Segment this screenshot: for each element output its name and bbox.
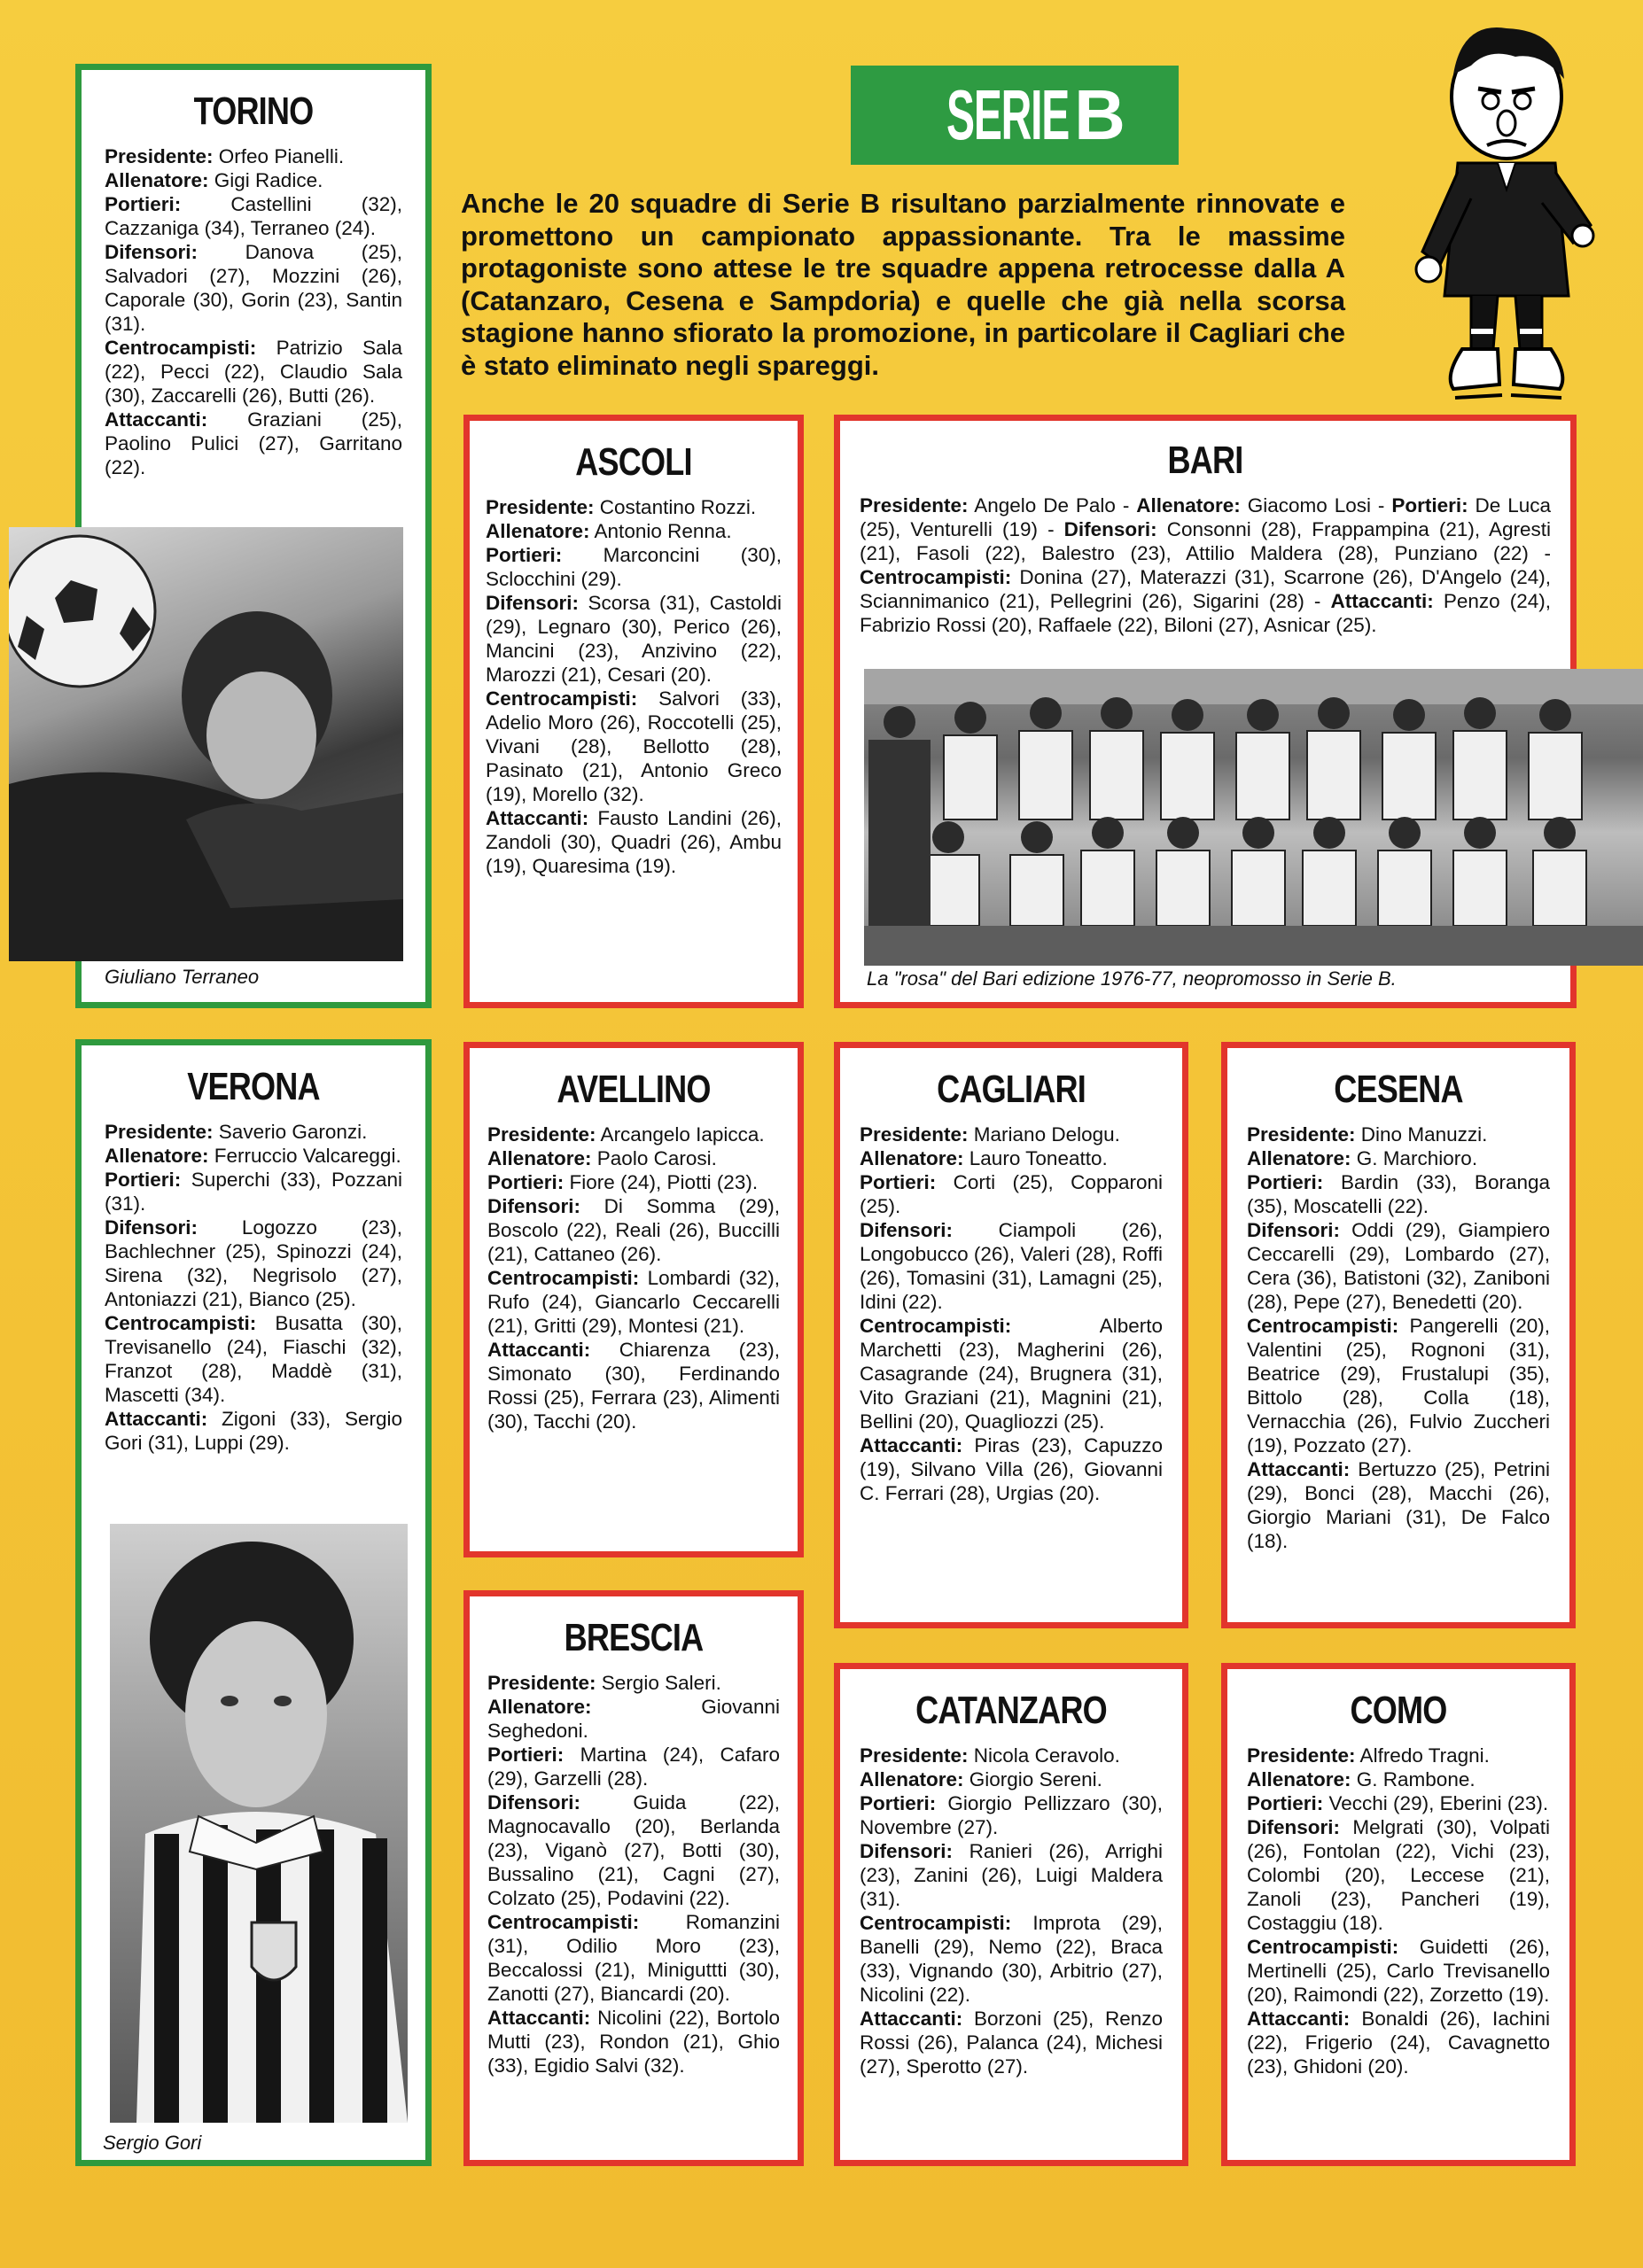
serie-b-banner — [851, 66, 1179, 165]
roster-label: Allenatore: — [860, 1768, 964, 1790]
roster-label: Difensori: — [860, 1219, 954, 1241]
team-name: CAGLIARI — [937, 1068, 1086, 1111]
caption-bari: La "rosa" del Bari edizione 1976-77, neopromosso in Serie B. — [867, 967, 1397, 990]
roster-value: De Luca (25), Venturelli (19) - — [860, 494, 1551, 540]
photo-bari-team — [864, 669, 1643, 966]
roster-label: Difensori: — [486, 592, 580, 614]
roster-value: Borzoni (25), Renzo Rossi (26), Palanca (24), Michesi (27), Sperotto (27). — [860, 2008, 1163, 2078]
roster-value: Consonni (28), Frappampina (21), Agresti (21), Fasoli (22), Balestro (23), Attilio Maldera (28), Punziano (22) - — [860, 518, 1551, 564]
roster-label: Allenatore: — [1247, 1147, 1351, 1169]
team-name: CESENA — [1334, 1068, 1463, 1111]
roster-value: Danova (25), Salvadori (27), Mozzini (26), Caporale (30), Gorin (23), Santin (31). — [105, 241, 402, 335]
roster-value: Bertuzzo (25), Petrini (29), Bonci (28), Macchi (26), Giorgio Mariani (31), De Falco (18). — [1247, 1458, 1550, 1552]
roster-label: Allenatore: — [486, 520, 590, 542]
roster-label: Centrocampisti: — [860, 1912, 1012, 1934]
roster-value: Vecchi (29), Eberini (23). — [1323, 1792, 1549, 1814]
roster-value: Di Somma (29), Boscolo (22), Reali (26), Buccilli (21), Cattaneo (26). — [487, 1195, 780, 1265]
roster-value: Ciampoli (26), Longobucco (26), Valeri (28), Roffi (26), Tomasini (31), Lamagni (25), Idini (22). — [860, 1219, 1163, 1313]
roster-value: Giorgio Pellizzaro (30), Novembre (27). — [860, 1792, 1163, 1838]
roster-value: Alberto Marchetti (23), Magherini (26), Casagrande (24), Brugnera (31), Vito Graziani (21), Magnini (21), Bellini (20), Quagliozzi (25). — [860, 1315, 1163, 1433]
roster-value: Saverio Garonzi. — [213, 1121, 368, 1143]
roster-label: Portieri: — [1247, 1171, 1324, 1193]
team-card-cagliari — [834, 1042, 1188, 1628]
roster-label: Portieri: — [105, 193, 182, 215]
roster-label: Difensori: — [105, 241, 199, 263]
roster-label: Difensori: — [1063, 518, 1157, 540]
roster-value: G. Marchioro. — [1351, 1147, 1478, 1169]
roster-label: Attaccanti: — [1247, 1458, 1351, 1480]
roster-label: Allenatore: — [1136, 494, 1241, 517]
roster-label: Allenatore: — [105, 1145, 209, 1167]
roster-value: Nicola Ceravolo. — [968, 1744, 1120, 1767]
roster-value: Lauro Toneatto. — [963, 1147, 1108, 1169]
roster-label: Presidente: — [1247, 1744, 1356, 1767]
roster-value: Logozzo (23), Bachlechner (25), Spinozzi (24), Sirena (32), Negrisolo (27), Antoniazzi (21), Bianco (25). — [105, 1216, 402, 1310]
roster-value: Corti (25), Copparoni (25). — [860, 1171, 1163, 1217]
roster-label: Presidente: — [1247, 1123, 1356, 1146]
roster-value: Lombardi (32), Rufo (24), Giancarlo Ceccarelli (21), Gritti (29), Montesi (21). — [487, 1267, 780, 1337]
team-card-avellino — [463, 1042, 804, 1557]
roster-label: Portieri: — [1247, 1792, 1324, 1814]
roster-value: G. Rambone. — [1351, 1768, 1476, 1790]
roster-value: Bardin (33), Boranga (35), Moscatelli (22). — [1247, 1171, 1550, 1217]
roster-label: Attaccanti: — [105, 408, 208, 431]
roster-label: Centrocampisti: — [1247, 1315, 1399, 1337]
roster-label: Presidente: — [486, 496, 595, 518]
roster-value: Orfeo Pianelli. — [213, 145, 345, 167]
roster-value: Bonaldi (26), Iachini (22), Frigerio (24), Cavagnetto (23), Ghidoni (20). — [1247, 2008, 1550, 2078]
roster-label: Presidente: — [105, 1121, 214, 1143]
roster-value: Improta (29), Banelli (29), Nemo (22), Braca (33), Vignando (30), Arbitrio (27), Nicolini (22). — [860, 1912, 1163, 2006]
caption-gori: Sergio Gori — [103, 2132, 202, 2154]
roster-value: Superchi (33), Pozzani (31). — [105, 1169, 402, 1215]
roster-label: Allenatore: — [860, 1147, 964, 1169]
photo-sergio-gori — [110, 1524, 408, 2123]
roster-label: Attaccanti: — [105, 1408, 208, 1430]
roster-label: Centrocampisti: — [105, 337, 257, 359]
roster-label: Difensori: — [487, 1195, 581, 1217]
roster-value: Castellini (32), Cazzaniga (34), Terraneo (24). — [105, 193, 402, 239]
team-name: BARI — [1167, 439, 1243, 482]
roster-label: Attaccanti: — [1330, 590, 1434, 612]
banner-text: SERIE — [946, 75, 1070, 154]
roster-label: Portieri: — [105, 1169, 182, 1191]
roster-label: Allenatore: — [1247, 1768, 1351, 1790]
team-card-verona — [75, 1039, 432, 2166]
roster-value: Scorsa (31), Castoldi (29), Legnaro (30), Perico (26), Mancini (23), Anzivino (22), Marozzi (21), Cesari (20). — [486, 592, 782, 686]
team-roster — [105, 1120, 402, 1455]
roster-label: Allenatore: — [487, 1147, 592, 1169]
team-roster — [487, 1671, 780, 2078]
roster-value: Fausto Landini (26), Zandoli (30), Quadri (26), Ambu (19), Quaresima (19). — [486, 807, 782, 877]
roster-value: Chiarenza (23), Simonato (30), Ferdinando Rossi (25), Ferrara (23), Alimenti (30), Tacchi (20). — [487, 1339, 780, 1433]
roster-value: Dino Manuzzi. — [1355, 1123, 1488, 1146]
roster-value: Alfredo Tragni. — [1355, 1744, 1490, 1767]
roster-value: Graziani (25), Paolino Pulici (27), Garritano (22). — [105, 408, 402, 478]
roster-label: Difensori: — [860, 1840, 954, 1862]
team-roster — [1247, 1744, 1550, 2078]
roster-value: Oddi (29), Giampiero Ceccarelli (29), Lombardo (27), Cera (36), Batistoni (32), Zaniboni (28), Pepe (27), Benedetti (20). — [1247, 1219, 1550, 1313]
team-name: AVELLINO — [557, 1068, 711, 1111]
roster-label: Allenatore: — [487, 1696, 592, 1718]
team-name: TORINO — [193, 89, 314, 133]
roster-label: Presidente: — [860, 494, 969, 517]
roster-value: Fiore (24), Piotti (23). — [564, 1171, 759, 1193]
referee-mascot-illustration — [1409, 12, 1595, 420]
team-card-ascoli — [463, 415, 804, 1008]
team-name: BRESCIA — [564, 1616, 704, 1659]
roster-value: Melgrati (30), Volpati (26), Fontolan (22), Vichi (23), Colombi (20), Leccese (21), Zanoli (23), Pancheri (19), Costaggiu (18). — [1247, 1816, 1550, 1934]
team-roster — [860, 1744, 1163, 2078]
roster-value: Mariano Delogu. — [968, 1123, 1120, 1146]
roster-value: Salvori (33), Adelio Moro (26), Roccotelli (25), Vivani (28), Bellotto (28), Pasinato (21), Antonio Greco (19), Morello (32). — [486, 687, 782, 805]
roster-value: Angelo De Palo - — [968, 494, 1137, 517]
roster-label: Difensori: — [1247, 1816, 1341, 1838]
roster-label: Centrocampisti: — [860, 566, 1012, 588]
team-card-catanzaro — [834, 1663, 1188, 2166]
roster-label: Allenatore: — [105, 169, 209, 191]
roster-label: Portieri: — [487, 1171, 565, 1193]
roster-value: Costantino Rozzi. — [594, 496, 757, 518]
roster-label: Presidente: — [487, 1672, 596, 1694]
roster-label: Difensori: — [1247, 1219, 1341, 1241]
intro-paragraph: Anche le 20 squadre di Serie B risultano parzialmente rinnovate e promettono un campionato appassionante. Tra le massime protagoniste sono attese le tre squadre appena retrocesse dalla A (Catanzaro, Cesena e Sampdoria) e quelle che già nella scorsa stagione hanno sfiorato la promozione, in particolare il Cagliari che è stato eliminato negli spareggi. — [461, 188, 1345, 381]
roster-label: Presidente: — [487, 1123, 596, 1146]
roster-label: Portieri: — [860, 1792, 937, 1814]
team-card-brescia — [463, 1590, 804, 2166]
roster-value: Giacomo Losi - — [1240, 494, 1392, 517]
roster-label: Difensori: — [105, 1216, 199, 1239]
roster-label: Portieri: — [1391, 494, 1468, 517]
roster-label: Presidente: — [860, 1123, 969, 1146]
roster-value: Marconcini (30), Sclocchini (29). — [486, 544, 782, 590]
photo-giuliano-terraneo — [9, 527, 403, 961]
roster-value: Zigoni (33), Sergio Gori (31), Luppi (29). — [105, 1408, 402, 1454]
roster-label: Centrocampisti: — [1247, 1936, 1399, 1958]
roster-label: Attaccanti: — [1247, 2008, 1351, 2030]
roster-value: Nicolini (22), Bortolo Mutti (23), Rondon (21), Ghio (33), Egidio Salvi (32). — [487, 2007, 780, 2077]
team-roster — [105, 144, 402, 479]
player-photo-illustration — [110, 1524, 408, 2123]
roster-label: Portieri: — [860, 1171, 937, 1193]
roster-label: Difensori: — [487, 1791, 581, 1814]
roster-label: Centrocampisti: — [860, 1315, 1012, 1337]
team-name: VERONA — [187, 1065, 320, 1108]
roster-label: Presidente: — [860, 1744, 969, 1767]
banner-letter: B — [1074, 75, 1124, 154]
roster-label: Attaccanti: — [486, 807, 589, 829]
roster-value: Guida (22), Magnocavallo (20), Berlanda (23), Viganò (27), Botti (30), Bussalino (21), Cagni (27), Colzato (25), Podavini (22). — [487, 1791, 780, 1909]
roster-value: Giovanni Seghedoni. — [487, 1696, 780, 1742]
team-photo-illustration — [864, 669, 1643, 966]
team-card-cesena — [1221, 1042, 1576, 1628]
team-name: ASCOLI — [575, 440, 692, 484]
team-name: COMO — [1350, 1689, 1447, 1732]
team-card-como — [1221, 1663, 1576, 2166]
caption-terraneo: Giuliano Terraneo — [105, 966, 260, 988]
roster-value: Donina (27), Materazzi (31), Scarrone (26), D'Angelo (24), Sciannimanico (21), Pellegrini (26), Sigarini (28) - — [860, 566, 1551, 612]
roster-value: Sergio Saleri. — [596, 1672, 721, 1694]
team-roster — [860, 1122, 1163, 1505]
roster-value: Paolo Carosi. — [591, 1147, 717, 1169]
team-roster — [486, 495, 782, 878]
roster-value: Arcangelo Iapicca. — [596, 1123, 765, 1146]
roster-value: Patrizio Sala (22), Pecci (22), Claudio Sala (30), Zaccarelli (26), Butti (26). — [105, 337, 402, 407]
roster-value: Gigi Radice. — [208, 169, 323, 191]
roster-label: Attaccanti: — [860, 1434, 963, 1456]
roster-label: Centrocampisti: — [487, 1911, 640, 1933]
roster-value: Guidetti (26), Mertinelli (25), Carlo Trevisanello (20), Raimondi (22), Zorzetto (19). — [1247, 1936, 1550, 2006]
roster-label: Attaccanti: — [487, 2007, 591, 2029]
roster-label: Portieri: — [487, 1744, 565, 1766]
team-roster — [1247, 1122, 1550, 1553]
roster-value: Martina (24), Cafaro (29), Garzelli (28). — [487, 1744, 780, 1790]
roster-value: Antonio Renna. — [589, 520, 732, 542]
roster-value: Penzo (24), Fabrizio Rossi (20), Raffaele (22), Biloni (27), Asnicar (25). — [860, 590, 1551, 636]
team-roster — [860, 493, 1551, 637]
roster-label: Centrocampisti: — [105, 1312, 257, 1334]
roster-value: Busatta (30), Trevisanello (24), Fiaschi (32), Franzot (28), Maddè (31), Mascetti (34). — [105, 1312, 402, 1406]
roster-label: Presidente: — [105, 145, 214, 167]
roster-label: Attaccanti: — [860, 2008, 963, 2030]
roster-value: Romanzini (31), Odilio Moro (23), Beccalossi (21), Miniguttti (30), Zanotti (27), Biancardi (20). — [487, 1911, 780, 2005]
roster-label: Portieri: — [486, 544, 563, 566]
goalkeeper-photo-illustration — [9, 527, 403, 961]
roster-value: Giorgio Sereni. — [963, 1768, 1102, 1790]
team-name: CATANZARO — [915, 1689, 1107, 1732]
roster-label: Centrocampisti: — [487, 1267, 640, 1289]
roster-label: Attaccanti: — [487, 1339, 591, 1361]
roster-label: Centrocampisti: — [486, 687, 638, 710]
roster-value: Ranieri (26), Arrighi (23), Zanini (26), Luigi Maldera (31). — [860, 1840, 1163, 1910]
roster-value: Piras (23), Capuzzo (19), Silvano Villa (26), Giovanni C. Ferrari (28), Urgias (20). — [860, 1434, 1163, 1504]
roster-value: Pangerelli (20), Valentini (25), Rognoni (31), Beatrice (29), Frustalupi (35), Bittolo (28), Colla (18), Vernacchia (26), Fulvio Zuccheri (19), Pozzato (27). — [1247, 1315, 1550, 1456]
team-roster — [487, 1122, 780, 1433]
roster-value: Ferruccio Valcareggi. — [208, 1145, 401, 1167]
